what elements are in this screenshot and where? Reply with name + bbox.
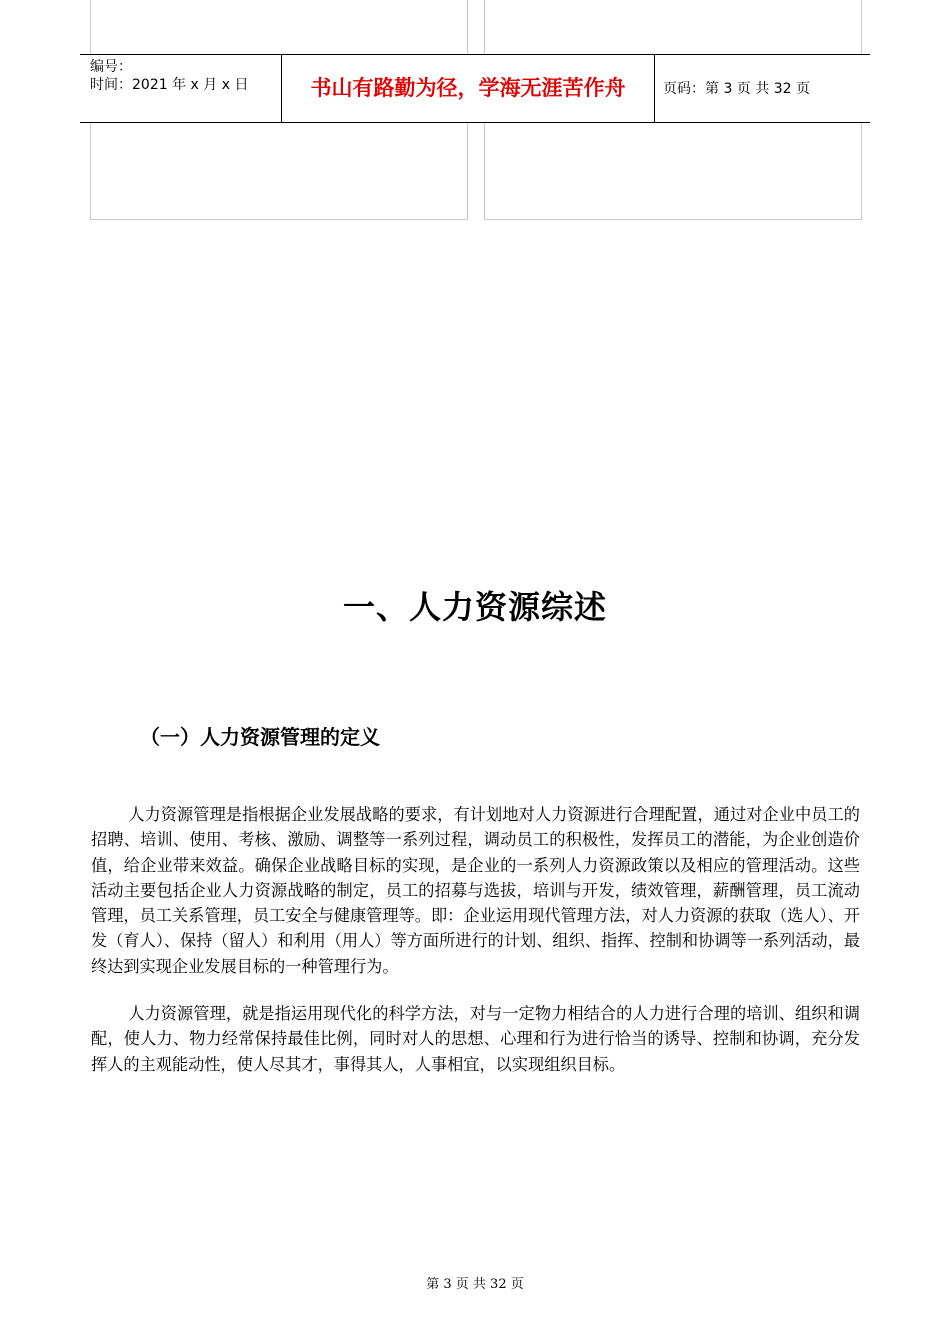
body-paragraph: 人力资源管理，就是指运用现代化的科学方法，对与一定物力相结合的人力进行合理的培训、组织和调配，使人力、物力经常保持最佳比例，同时对人的思想、心理和行为进行恰当的诱导、控制和协调，充分发挥人的主观能动性，使人尽其才，事得其人，人事相宜，以实现组织目标。 [91, 1004, 860, 1074]
document-number-label: 编号： [90, 59, 132, 75]
section-title: 一、人力资源综述 [342, 588, 607, 626]
document-header [80, 54, 870, 123]
page-footer: 第 3 页 共 32 页 [426, 1277, 524, 1292]
header-meta-cell [80, 55, 282, 122]
header-page-info: 页码：第 3 页 共 32 页 [663, 81, 810, 97]
header-motto-cell [282, 55, 655, 122]
header-page-cell [655, 55, 870, 122]
motto-text: 书山有路勤为径，学海无涯苦作舟 [310, 76, 626, 100]
document-time-label: 时间：2021 年 x 月 x 日 [90, 77, 249, 93]
subsection-title: （一）人力资源管理的定义 [140, 725, 380, 749]
body-paragraph: 人力资源管理是指根据企业发展战略的要求，有计划地对人力资源进行合理配置，通过对企业中员工的招聘、培训、使用、考核、激励、调整等一系列过程，调动员工的积极性，发挥员工的潜能，为企业创造价值，给企业带来效益。确保企业战略目标的实现，是企业的一系列人力资源政策以及相应的管理活动。这些活动主要包括企业人力资源战略的制定，员工的招募与选拔，培训与开发，绩效管理，薪酬管理，员工流动管理，员工关系管理，员工安全与健康管理等。即：企业运用现代管理方法，对人力资源的获取（选人）、开发（育人）、保持（留人）和利用（用人）等方面所进行的计划、组织、指挥、控制和协调等一系列活动，最终达到实现企业发展目标的一种管理行为。 [91, 805, 860, 976]
